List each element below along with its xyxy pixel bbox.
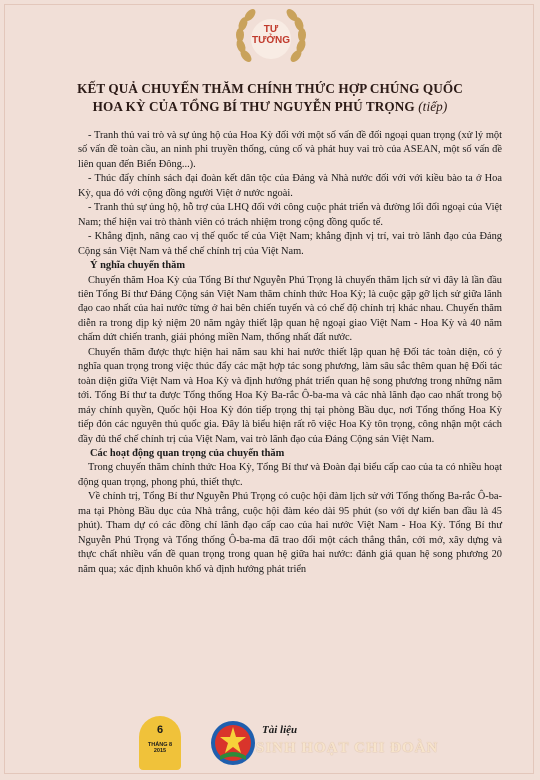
paragraph: - Tranh thủ sự ủng hộ, hỗ trợ của LHQ đối với công cuộc phát triển và đường lối đối ngoại của Việt Nam; thể hiện vai trò thành viên có trách nhiệm trong cộng đồng quốc tế. [78,202,502,228]
logo-text [226,24,316,46]
logo-line-1: TƯ [263,24,279,35]
paragraph: Trong chuyến thăm chính thức Hoa Kỳ, Tổng Bí thư và Đoàn đại biểu cấp cao của ta có nhiều hoạt động quan trọng, phong phú, thiết thực. [78,462,502,488]
paragraph: Về chính trị, Tổng Bí thư Nguyễn Phú Trọng có cuộc hội đàm lịch sử với Tổng thống Ba-rắc Ô-ba-ma tại Phòng Bầu dục của Nhà trắng, cuộc hội đàm kéo dài 95 phút (so với dự kiến ban đầu là 45 phút). Tham dự có các đồng chí lãnh đạo cấp cao của hai nước Việt Nam - Hoa Kỳ. Tổng Bí thư Nguyễn Phú Trọng và Tổng thống Ô-ba-ma đã trao đổi một cách thẳng thắn, cởi mở, xây dựng và thực chất nhiều vấn đề quan trọng trong quan hệ giữa hai nước: đánh giá quan hệ song phương 20 năm qua; xác định khuôn khổ và định hướng phát triển [78,491,502,575]
section-heading: Các hoạt động quan trọng của chuyến thăm [90,447,285,459]
youth-union-emblem-icon [210,720,256,766]
logo-line-2: TƯỞNG [252,35,290,46]
title-line-1: KẾT QUẢ CHUYẾN THĂM CHÍNH THỨC HỢP CHÚNG QUỐC [77,81,463,96]
paragraph: Chuyến thăm Hoa Kỳ của Tổng Bí thư Nguyễn Phú Trọng là chuyến thăm lịch sử vì đây là lần đầu tiên Tổng Bí thư Đảng Cộng sản Việt Nam thăm chính thức Hoa Kỳ; là cuộc gặp gỡ lịch sử giữa lãnh đạo cao nhất của hai nước từng ở hai bên chiến tuyến và có chế độ chính trị khác nhau. Chuyến thăm diễn ra trong dịp kỷ niệm 20 năm ngày thiết lập quan hệ ngoại giao Việt Nam - Hoa Kỳ và 40 năm chấm dứt chiến tranh, giải phóng miền Nam, thống nhất đất nước. [78,274,502,344]
footer-label-small: Tài liệu [262,724,298,736]
paragraph: - Thúc đẩy chính sách đại đoàn kết dân tộc của Đảng và Nhà nước đối với với kiều bào ta ở Hoa Kỳ, qua đó với cộng đồng người Việt ở nước ngoài. [78,173,502,199]
paragraph: - Khẳng định, nâng cao vị thế quốc tế của Việt Nam; khẳng định vị trí, vai trò lãnh đạo của Đảng Cộng sản Việt Nam và thể chế chính trị của Việt Nam. [78,231,502,257]
title-suffix: (tiếp) [418,99,448,114]
issue-month: THÁNG 8 [147,742,173,748]
article-title [20,80,520,116]
paragraph: - Tranh thủ vai trò và sự ủng hộ của Hoa Kỳ đối với một số vấn đề đối ngoại quan trọng (xử lý một số vấn đề toàn cầu, an ninh phi truyền thống, củng cố và phát huy vai trò của ASEAN, một số vấn đề liên quan đến Biển Đông...). [78,130,502,170]
page-number: 6 [156,724,164,736]
title-line-2: HOA KỲ CỦA TỔNG BÍ THƯ NGUYỄN PHÚ TRỌNG [92,99,415,114]
section-heading: Ý nghĩa chuyến thăm [90,260,185,272]
article-body [78,129,502,577]
issue-year: 2015 [153,748,167,754]
footer-label-big: SINH HOẠT CHI ĐOÀN [256,740,439,756]
paragraph: Chuyến thăm được thực hiện hai năm sau khi hai nước thiết lập quan hệ Đối tác toàn diện, có ý nghĩa quan trọng trong việc thúc đẩy các mặt hợp tác song phương, làm sâu sắc thêm quan hệ Đối tác toàn diện giữa Việt Nam và Hoa Kỳ và định hướng phát triển quan hệ song phương trong những năm tới. Tổng Bí thư ta được Tổng thống Hoa Kỳ Ba-rắc Ô-ba-ma và các nhà lãnh đạo cao nhất trong bộ máy chính quyền, Quốc hội Hoa Kỳ đón tiếp trọng thị tại phòng Bầu dục, nơi Tổng thống Hoa Kỳ tiếp đón các nguyên thủ quốc gia. Đây là biểu hiện rất rõ việc Hoa Kỳ tôn trọng, công nhận một cách đầy đủ thể chế chính trị của Việt Nam, vai trò lãnh đạo của Đảng Cộng sản Việt Nam. [78,346,502,445]
page-number-badge [139,716,181,770]
tu-tuong-logo [226,6,316,76]
